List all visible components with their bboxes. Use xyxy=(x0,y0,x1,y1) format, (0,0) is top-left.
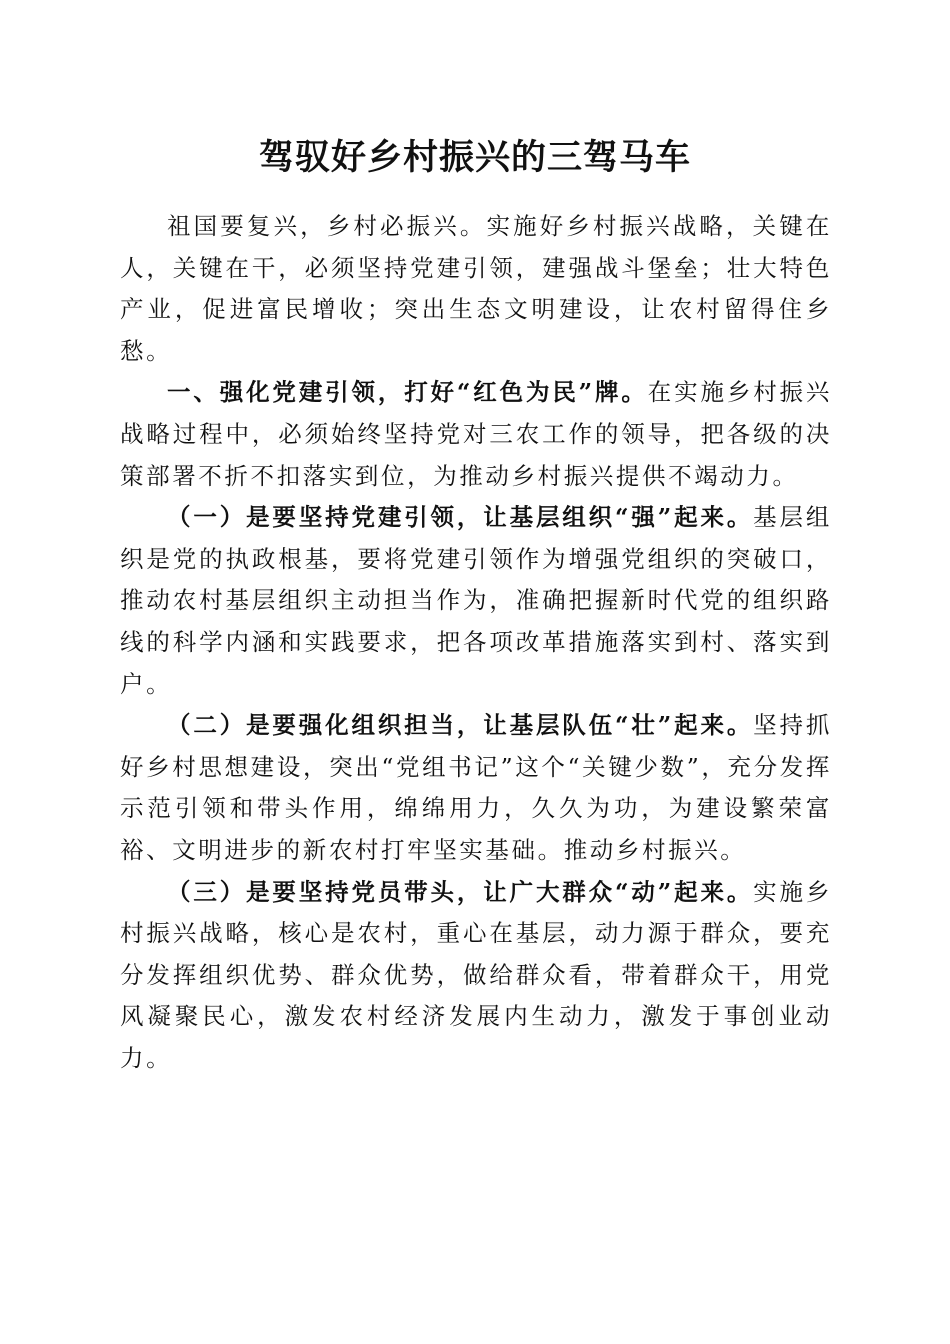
subsection-heading: （三）是要坚持党员带头，让广大群众“动”起来。 xyxy=(167,877,754,906)
paragraph-section-1 xyxy=(120,372,832,497)
paragraph-subsection-3 xyxy=(120,872,832,1080)
paragraph-subsection-1 xyxy=(120,497,832,705)
paragraph-intro xyxy=(120,206,832,372)
paragraph-text: 在实施乡村振兴战略过程中，必须始终坚持党对三农工作的领导，把各级的决策部署不折不扣落实到位，为推动乡村振兴提供不竭动力。 xyxy=(120,378,833,490)
paragraph-text: 基层组织是党的执政根基，要将党建引领作为增强党组织的突破口，推动农村基层组织主动担当作为，准确把握新时代党的组织路线的科学内涵和实践要求，把各项改革措施落实到村、落实到户。 xyxy=(120,503,832,698)
paragraph-text: 坚持抓好乡村思想建设，突出“党组书记”这个“关键少数”，充分发挥示范引领和带头作用，绵绵用力，久久为功，为建设繁荣富裕、文明进步的新农村打牢坚实基础。推动乡村振兴。 xyxy=(120,711,832,864)
paragraph-text: 实施乡村振兴战略，核心是农村，重心在基层，动力源于群众，要充分发挥组织优势、群众优势，做给群众看，带着群众干，用党风凝聚民心，激发农村经济发展内生动力，激发于事创业动力。 xyxy=(120,877,832,1072)
paragraph-text: 祖国要复兴，乡村必振兴。实施好乡村振兴战略，关键在人，关键在干，必须坚持党建引领，建强战斗堡垒；壮大特色产业，促进富民增收；突出生态文明建设，让农村留得住乡愁。 xyxy=(120,212,832,365)
paragraph-subsection-2 xyxy=(120,705,832,871)
document-title: 驾驭好乡村振兴的三驾马车 xyxy=(258,137,691,178)
subsection-heading: （一）是要坚持党建引领，让基层组织“强”起来。 xyxy=(167,503,754,532)
document-body xyxy=(120,206,832,1079)
subsection-heading: （二）是要强化组织担当，让基层队伍“壮”起来。 xyxy=(167,711,754,740)
section-heading: 一、强化党建引领，打好“红色为民”牌。 xyxy=(167,378,648,407)
